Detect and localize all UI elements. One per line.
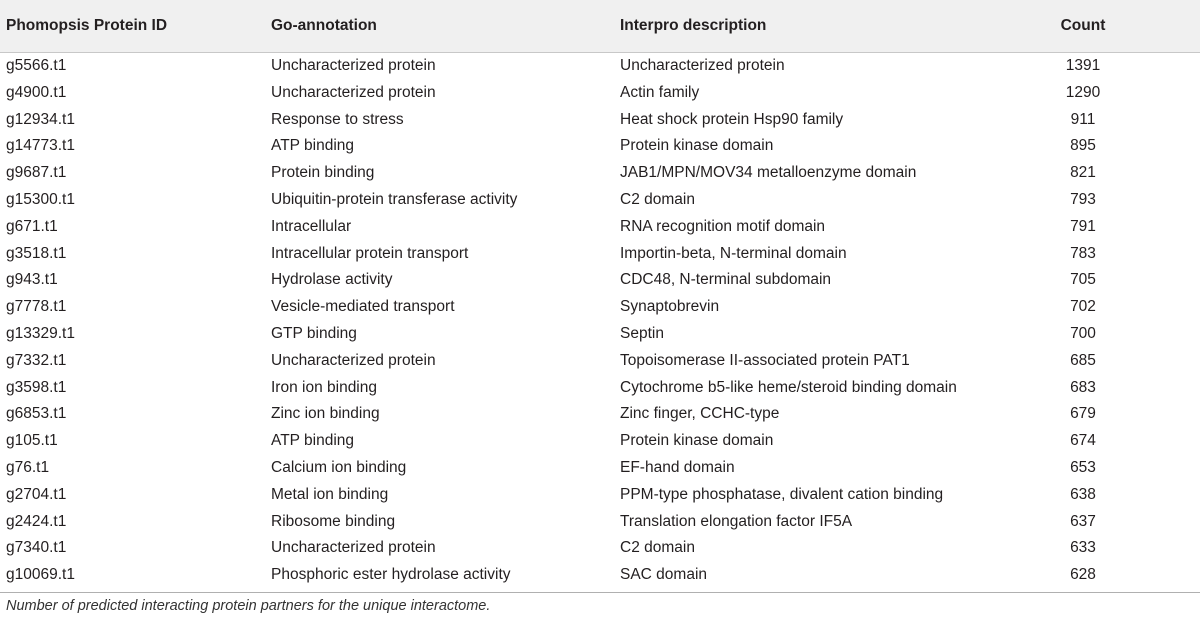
cell-count: 637 [1070, 512, 1096, 530]
cell-protein-id: g12934.t1 [6, 110, 75, 128]
table-row [0, 482, 1200, 509]
cell-protein-id: g13329.t1 [6, 324, 75, 342]
cell-interpro: Uncharacterized protein [620, 57, 785, 74]
cell-protein-id: g2704.t1 [6, 485, 67, 503]
table-row [0, 509, 1200, 536]
cell-protein-id: g3598.t1 [6, 378, 67, 396]
cell-interpro: C2 domain [620, 190, 695, 208]
cell-count: 783 [1070, 244, 1096, 262]
cell-go-annotation: Ubiquitin-protein transferase activity [271, 190, 518, 208]
cell-count: 685 [1070, 351, 1096, 369]
cell-protein-id: g3518.t1 [6, 244, 67, 262]
cell-interpro: Actin family [620, 83, 700, 101]
cell-count: 633 [1070, 539, 1096, 557]
cell-protein-id: g10069.t1 [6, 566, 75, 584]
cell-interpro: CDC48, N-terminal subdomain [620, 271, 832, 289]
cell-interpro: Cytochrome b5-like heme/steroid binding domain [620, 378, 957, 396]
cell-count: 674 [1070, 432, 1096, 450]
cell-protein-id: g6853.t1 [6, 405, 67, 423]
cell-interpro: Zinc finger, CCHC-type [620, 405, 780, 423]
cell-count: 683 [1070, 378, 1096, 396]
cell-interpro: EF-hand domain [620, 458, 735, 476]
table-header [0, 0, 1200, 53]
cell-go-annotation: Uncharacterized protein [271, 539, 436, 557]
cell-protein-id: g2424.t1 [6, 512, 67, 530]
cell-protein-id: g671.t1 [6, 217, 58, 235]
header-protein-id: Phomopsis Protein ID [6, 17, 168, 34]
cell-protein-id: g15300.t1 [6, 190, 75, 208]
bottom-rule [0, 592, 1200, 593]
cell-protein-id: g7332.t1 [6, 351, 67, 369]
table-row [0, 107, 1200, 134]
cell-go-annotation: Protein binding [271, 164, 375, 182]
cell-go-annotation: Uncharacterized protein [271, 57, 436, 74]
cell-interpro: PPM-type phosphatase, divalent cation binding [620, 485, 944, 503]
cell-count: 700 [1070, 324, 1096, 342]
cell-interpro: JAB1/MPN/MOV34 metalloenzyme domain [620, 164, 917, 182]
cell-interpro: Heat shock protein Hsp90 family [620, 110, 844, 128]
cell-count: 821 [1070, 164, 1096, 182]
table-row [0, 80, 1200, 107]
cell-go-annotation: ATP binding [271, 432, 355, 450]
cell-count: 1290 [1065, 83, 1101, 101]
cell-count: 1391 [1065, 57, 1101, 74]
table-row [0, 160, 1200, 187]
cell-go-annotation: ATP binding [271, 137, 355, 155]
table-row [0, 53, 1200, 80]
table-body [0, 53, 1200, 589]
table-row [0, 321, 1200, 348]
table-row [0, 214, 1200, 241]
table-row [0, 241, 1200, 268]
cell-protein-id: g14773.t1 [6, 137, 75, 155]
cell-go-annotation: Response to stress [271, 110, 404, 128]
cell-count: 791 [1070, 217, 1096, 235]
cell-go-annotation: Phosphoric ester hydrolase activity [271, 566, 511, 584]
table-row [0, 267, 1200, 294]
table-row [0, 428, 1200, 455]
cell-go-annotation: Metal ion binding [271, 485, 389, 503]
cell-count: 638 [1070, 485, 1096, 503]
table-row [0, 401, 1200, 428]
cell-protein-id: g76.t1 [6, 458, 50, 476]
cell-go-annotation: Calcium ion binding [271, 458, 407, 476]
cell-count: 911 [1070, 110, 1096, 128]
cell-protein-id: g943.t1 [6, 271, 58, 289]
table-row [0, 348, 1200, 375]
cell-protein-id: g7778.t1 [6, 298, 67, 316]
header-count: Count [1060, 17, 1106, 34]
table-row [0, 535, 1200, 562]
cell-interpro: Importin-beta, N-terminal domain [620, 244, 847, 262]
cell-go-annotation: Ribosome binding [271, 512, 396, 530]
cell-interpro: Protein kinase domain [620, 432, 774, 450]
cell-go-annotation: Zinc ion binding [271, 405, 380, 423]
cell-go-annotation: Vesicle-mediated transport [271, 298, 455, 316]
cell-go-annotation: Intracellular protein transport [271, 244, 469, 262]
cell-go-annotation: GTP binding [271, 324, 357, 342]
cell-interpro: Synaptobrevin [620, 298, 720, 316]
cell-interpro: C2 domain [620, 539, 695, 557]
cell-go-annotation: Intracellular [271, 217, 352, 235]
cell-protein-id: g4900.t1 [6, 83, 67, 101]
cell-count: 705 [1070, 271, 1096, 289]
table-row [0, 375, 1200, 402]
cell-protein-id: g7340.t1 [6, 539, 67, 557]
cell-interpro: RNA recognition motif domain [620, 217, 826, 235]
cell-go-annotation: Uncharacterized protein [271, 83, 436, 101]
table-row [0, 187, 1200, 214]
cell-count: 679 [1070, 405, 1096, 423]
cell-protein-id: g9687.t1 [6, 164, 67, 182]
cell-interpro: Translation elongation factor IF5A [620, 512, 853, 530]
cell-interpro: Protein kinase domain [620, 137, 774, 155]
cell-interpro: Topoisomerase II-associated protein PAT1 [620, 351, 910, 369]
cell-go-annotation: Uncharacterized protein [271, 351, 436, 369]
cell-count: 653 [1070, 458, 1096, 476]
cell-count: 793 [1070, 190, 1096, 208]
header-interpro: Interpro description [620, 17, 767, 34]
table-row [0, 455, 1200, 482]
table-row [0, 562, 1200, 589]
cell-protein-id: g105.t1 [6, 432, 58, 450]
cell-count: 628 [1070, 566, 1096, 584]
cell-protein-id: g5566.t1 [6, 57, 67, 74]
table-row [0, 133, 1200, 160]
header-go-annotation: Go-annotation [271, 17, 377, 34]
cell-go-annotation: Hydrolase activity [271, 271, 393, 289]
cell-interpro: Septin [620, 324, 664, 342]
cell-go-annotation: Iron ion binding [271, 378, 377, 396]
table-row [0, 294, 1200, 321]
table-footnote: Number of predicted interacting protein partners for the unique interactome. [6, 598, 491, 614]
cell-count: 895 [1070, 137, 1096, 155]
cell-count: 702 [1070, 298, 1096, 316]
cell-interpro: SAC domain [620, 566, 708, 584]
